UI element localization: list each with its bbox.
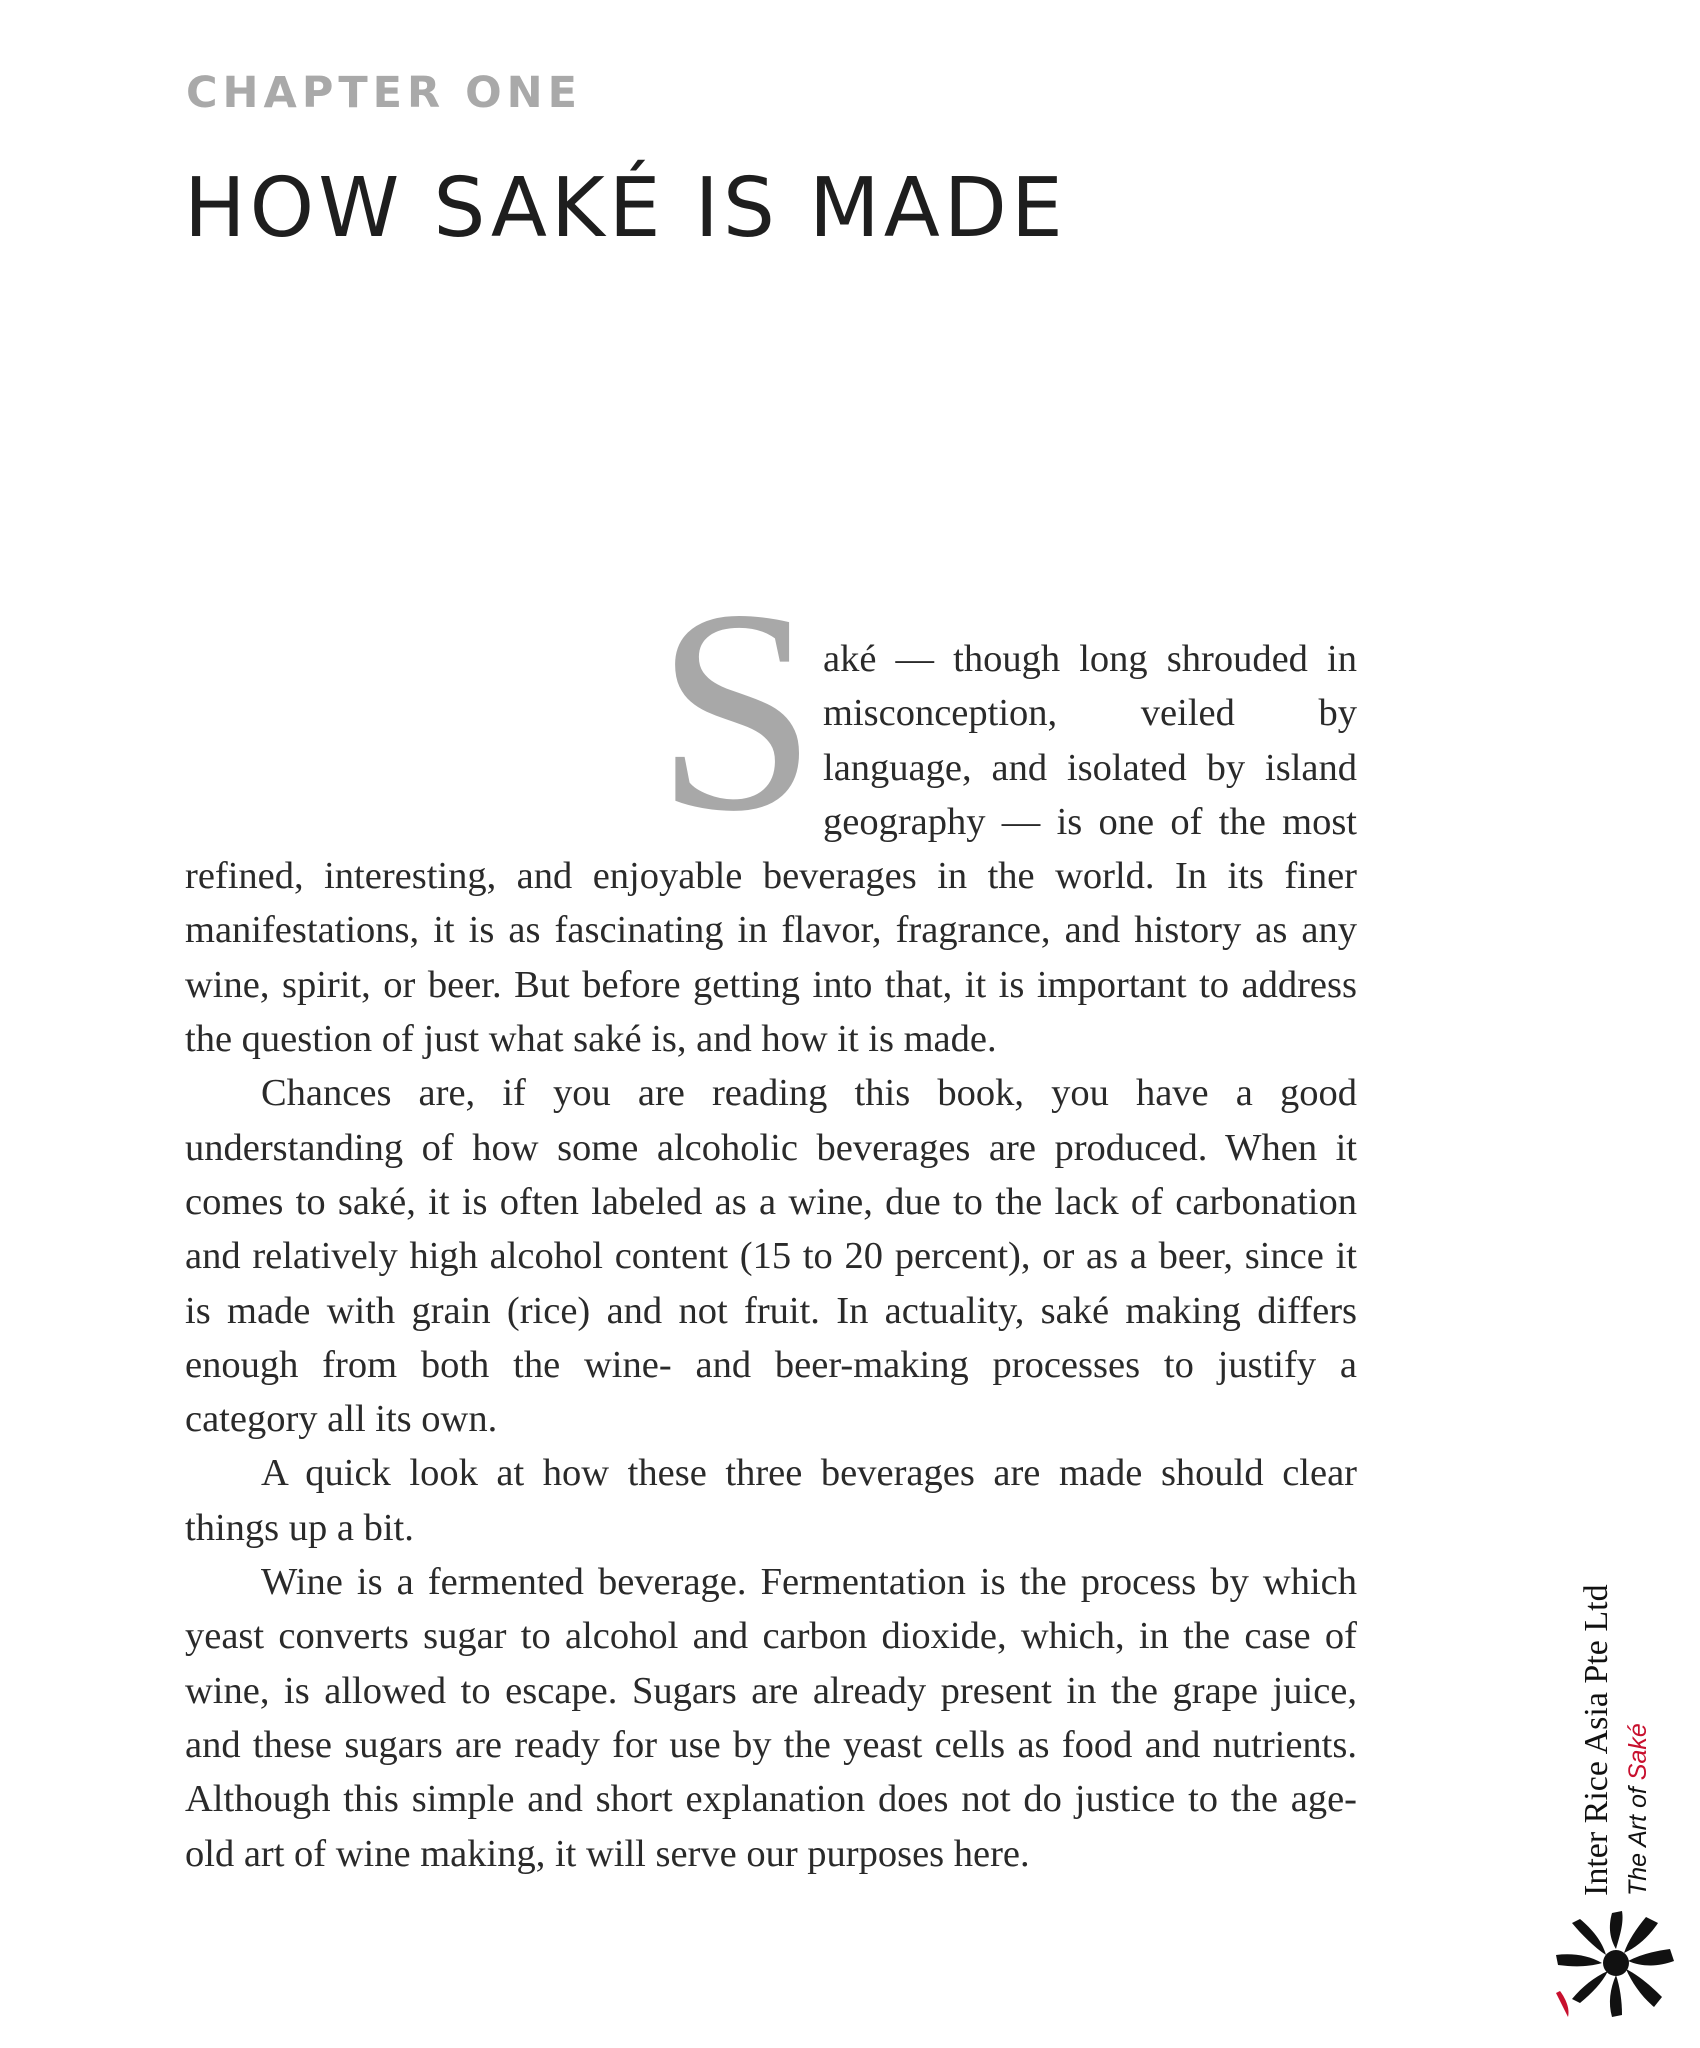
drop-cap: [185, 550, 817, 871]
chapter-label: CHAPTER ONE: [186, 68, 583, 118]
series-accent: Saké: [1624, 1723, 1652, 1781]
paragraph-4: Wine is a fermented beverage. Fermentation is the process by which yeast converts sugar to alcohol and carbon dioxide, which, in the case of wine, is allowed to escape. Sugars are already present in the grape juice, and these sugars are ready for use by the yeast cells as food and nutrients. Although this simple and short explanation does not do justice to the age-old art of wine making, it will serve our purposes here.: [185, 1561, 1357, 1875]
chapter-title: HOW SAKÉ IS MADE: [184, 161, 1067, 256]
series-title: [1624, 1723, 1653, 1896]
publisher-name: Inter Rice Asia Pte Ltd: [1578, 1584, 1615, 1896]
splash-logo-icon: [1550, 1905, 1680, 2020]
body-text: [185, 550, 1357, 1881]
paragraph-2: Chances are, if you are reading this book, you have a good understanding of how some alcoholic beverages are produced. When it comes to saké, it is often labeled as a wine, due to the lack of carbonation and relatively high alcohol content (15 to 20 percent), or as a beer, since it is made with grain (rice) and not fruit. In actuality, saké making differs enough from both the wine- and beer-making processes to justify a category all its own.: [185, 1072, 1357, 1441]
paragraph-1-text: aké — though long shrouded in misconception, veiled by language, and isolated by island geography — is one of the most refined, interesting, and enjoyable beverages in the world. In its finer manifestations, it is as fascinating in flavor, fragrance, and history as any wine, spirit, or beer. But before getting into that, it is important to address the question of just what saké is, and how it is made.: [185, 638, 1357, 1061]
paragraph-1: [185, 550, 1357, 1066]
paragraph-3: A quick look at how these three beverages are made should clear things up a bit.: [185, 1452, 1357, 1549]
series-prefix: The Art of: [1624, 1780, 1652, 1896]
drop-cap-letter: S: [655, 550, 817, 871]
